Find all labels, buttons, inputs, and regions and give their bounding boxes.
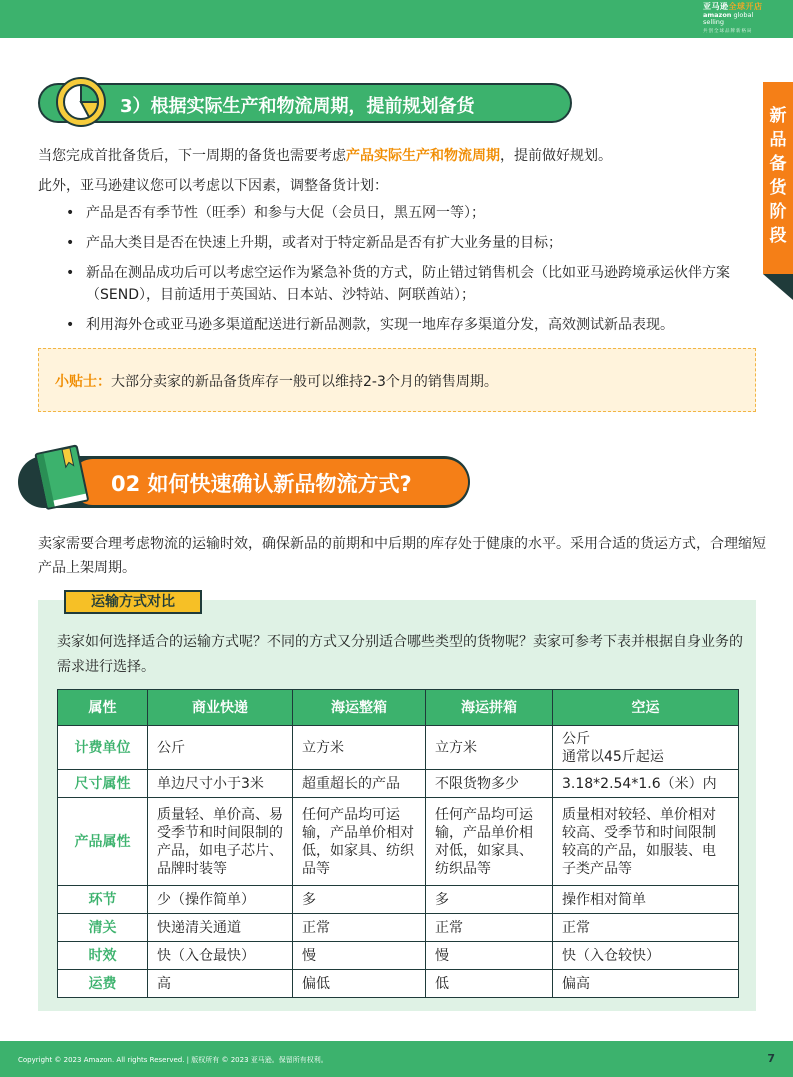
table-cell: 正常 bbox=[426, 914, 553, 942]
comparison-tag: 运输方式对比 bbox=[64, 590, 202, 614]
table-cell: 多 bbox=[293, 886, 426, 914]
table-attr-cell: 产品属性 bbox=[58, 798, 148, 886]
bullet-item: • 产品是否有季节性（旺季）和参与大促（会员日，黑五网一等）； bbox=[62, 202, 772, 224]
bullet-item: • 新品在测品成功后可以考虑空运作为紧急补货的方式，防止错过销售机会（比如亚马逊跨境承运伙伴方案（SEND），目前适用于英国站、日本站、沙特站、阿联酋站）； bbox=[62, 262, 772, 306]
logo-tagline: 共创全球品牌新格局 bbox=[703, 29, 753, 34]
table-row bbox=[58, 942, 739, 970]
table-cell: 立方米 bbox=[293, 726, 426, 770]
section3-paragraph-1 bbox=[38, 146, 612, 166]
table-cell: 质量相对较轻、单价相对较高、受季节和时间限制较高的产品，如服装、电子类产品等 bbox=[553, 798, 739, 886]
table-attr-cell: 计费单位 bbox=[58, 726, 148, 770]
table-cell: 任何产品均可运输，产品单价相对低，如家具、纺织品等 bbox=[426, 798, 553, 886]
amazon-global-selling-logo bbox=[703, 3, 775, 35]
logo-cn-accent: 全球开店 bbox=[728, 2, 763, 11]
table-cell: 正常 bbox=[293, 914, 426, 942]
table-header-row bbox=[58, 690, 739, 726]
copyright-text: Copyright © 2023 Amazon. All rights Reserved. | 版权所有 © 2023 亚马逊。保留所有权利。 bbox=[18, 1056, 328, 1064]
table-attr-cell: 时效 bbox=[58, 942, 148, 970]
section2-title: 02 如何快速确认新品物流方式? bbox=[111, 472, 412, 496]
table-row bbox=[58, 914, 739, 942]
p1-highlight: 产品实际生产和物流周期 bbox=[346, 148, 500, 164]
table-attr-cell: 清关 bbox=[58, 914, 148, 942]
side-tab-label: 新 品 备 货 阶 段 bbox=[769, 106, 787, 246]
bullet-item: • 产品大类目是否在快速上升期，或者对于特定新品是否有扩大业务量的目标； bbox=[62, 232, 772, 254]
table-cell: 高 bbox=[148, 970, 293, 998]
table-cell: 快（入仓较快） bbox=[553, 942, 739, 970]
bullet-list bbox=[62, 202, 772, 339]
logo-brand-rest: global selling bbox=[703, 11, 754, 26]
table-cell: 多 bbox=[426, 886, 553, 914]
bullet-item: • 利用海外仓或亚马逊多渠道配送进行新品测款，实现一地库存多渠道分发，高效测试新品表现。 bbox=[62, 314, 772, 336]
table-row bbox=[58, 886, 739, 914]
table-cell: 超重超长的产品 bbox=[293, 770, 426, 798]
table-header-cell: 空运 bbox=[553, 690, 739, 726]
logo-brand: amazon bbox=[703, 11, 732, 19]
comparison-panel-text: 卖家如何选择适合的运输方式呢？不同的方式又分别适合哪些类型的货物呢？卖家可参考下表并根据自身业务的需求进行选择。 bbox=[57, 634, 743, 675]
section3-paragraph-2: 此外，亚马逊建议您可以考虑以下因素，调整备货计划： bbox=[38, 178, 388, 194]
table-header-cell: 商业快递 bbox=[148, 690, 293, 726]
book-icon bbox=[28, 442, 98, 518]
table-cell: 偏低 bbox=[293, 970, 426, 998]
table-cell: 任何产品均可运输，产品单价相对低，如家具、纺织品等 bbox=[293, 798, 426, 886]
table-header-cell: 海运拼箱 bbox=[426, 690, 553, 726]
logo-cn: 亚马逊 bbox=[703, 2, 729, 11]
table-cell: 正常 bbox=[553, 914, 739, 942]
table-cell: 不限货物多少 bbox=[426, 770, 553, 798]
page-number: 7 bbox=[767, 1052, 775, 1065]
table-header-cell: 海运整箱 bbox=[293, 690, 426, 726]
table-cell: 质量轻、单价高、易受季节和时间限制的产品，如电子芯片、品牌时装等 bbox=[148, 798, 293, 886]
table-cell: 立方米 bbox=[426, 726, 553, 770]
table-cell: 慢 bbox=[293, 942, 426, 970]
top-bar bbox=[0, 0, 793, 38]
table-row bbox=[58, 770, 739, 798]
tip-body: 大部分卖家的新品备货库存一般可以维持2-3个月的销售周期。 bbox=[111, 374, 498, 390]
tip-text bbox=[55, 371, 498, 391]
table-attr-cell: 尺寸属性 bbox=[58, 770, 148, 798]
table-cell: 低 bbox=[426, 970, 553, 998]
table-row bbox=[58, 798, 739, 886]
section2-intro: 卖家需要合理考虑物流的运输时效，确保新品的前期和中后期的库存处于健康的水平。采用合适的货运方式，合理缩短产品上架周期。 bbox=[38, 536, 766, 576]
table-cell: 3.18*2.54*1.6（米）内 bbox=[553, 770, 739, 798]
p1-before: 当您完成首批备货后，下一周期的备货也需要考虑 bbox=[38, 148, 346, 164]
table-row bbox=[58, 726, 739, 770]
tip-label: 小贴士： bbox=[55, 374, 111, 390]
table-cell: 单边尺寸小于3米 bbox=[148, 770, 293, 798]
pie-chart-icon bbox=[56, 77, 106, 127]
table-cell: 快（入仓最快） bbox=[148, 942, 293, 970]
table-cell: 操作相对简单 bbox=[553, 886, 739, 914]
table-cell: 偏高 bbox=[553, 970, 739, 998]
table-attr-cell: 环节 bbox=[58, 886, 148, 914]
table-header-cell: 属性 bbox=[58, 690, 148, 726]
table-cell: 快递清关通道 bbox=[148, 914, 293, 942]
section3-title: 3）根据实际生产和物流周期，提前规划备货 bbox=[120, 96, 475, 117]
table-cell: 公斤 通常以45斤起运 bbox=[553, 726, 739, 770]
table-row bbox=[58, 970, 739, 998]
table-cell: 慢 bbox=[426, 942, 553, 970]
table-cell: 公斤 bbox=[148, 726, 293, 770]
shipping-comparison-table bbox=[57, 689, 739, 998]
table-cell: 少（操作简单） bbox=[148, 886, 293, 914]
table-attr-cell: 运费 bbox=[58, 970, 148, 998]
p1-after: ，提前做好规划。 bbox=[500, 148, 612, 164]
